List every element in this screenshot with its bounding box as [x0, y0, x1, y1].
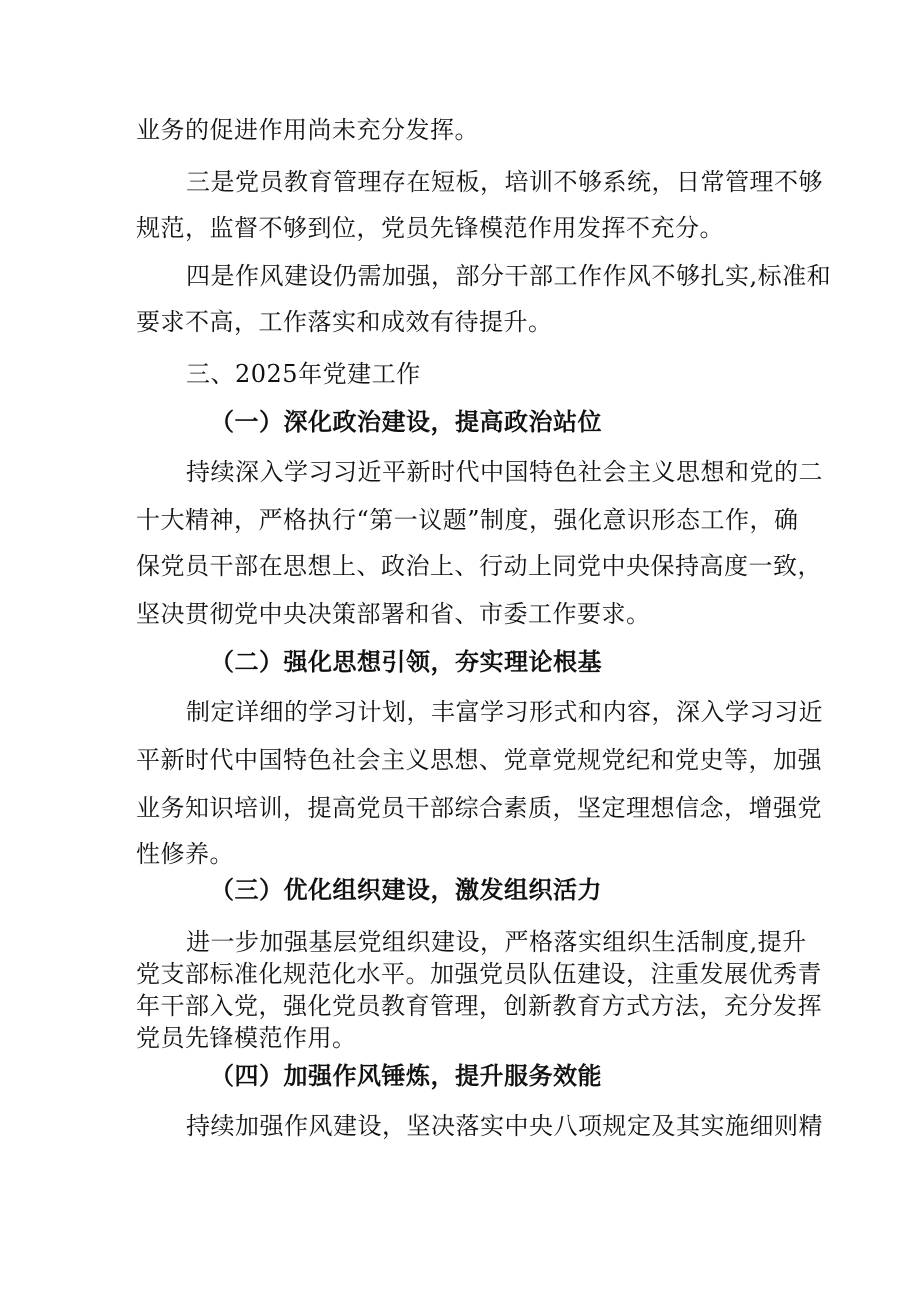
paragraph-line: 保党员干部在思想上、政治上、行动上同党中央保持高度一致，	[136, 552, 822, 580]
sub-heading-2: （二）强化思想引领，夯实理论根基	[210, 647, 602, 676]
paragraph-line: 十大精神，严格执行“第一议题”制度，强化意识形态工作，确	[136, 506, 799, 534]
paragraph-line: 平新时代中国特色社会主义思想、党章党规党纪和党史等，加强	[136, 746, 822, 774]
paragraph-line: 党支部标准化规范化水平。加强党员队伍建设，注重发展优秀青	[136, 960, 822, 988]
sub-heading-4: （四）加强作风锤炼，提升服务效能	[210, 1061, 602, 1090]
paragraph-line: 规范，监督不够到位，党员先锋模范作用发挥不充分。	[136, 214, 724, 242]
paragraph-line: 业务的促进作用尚未充分发挥。	[136, 116, 479, 144]
paragraph-line: 进一步加强基层党组织建设，严格落实组织生活制度,提升	[186, 928, 807, 956]
paragraph-line: 坚决贯彻党中央决策部署和省、市委工作要求。	[136, 600, 651, 628]
paragraph-line: 业务知识培训，提高党员干部综合素质，坚定理想信念，增强党	[136, 794, 822, 822]
paragraph-line: 制定详细的学习计划，丰富学习形式和内容，深入学习习近	[186, 698, 823, 726]
section-heading: 三、2025年党建工作	[186, 360, 421, 388]
paragraph-line: 四是作风建设仍需加强，部分干部工作作风不够扎实,标准和	[186, 262, 832, 290]
paragraph-line: 持续加强作风建设，坚决落实中央八项规定及其实施细则精	[186, 1112, 823, 1140]
paragraph-line: 三是党员教育管理存在短板，培训不够系统，日常管理不够	[186, 168, 823, 196]
sub-heading-3: （三）优化组织建设，激发组织活力	[210, 875, 602, 904]
paragraph-line: 要求不高，工作落实和成效有待提升。	[136, 308, 553, 336]
paragraph-line: 性修养。	[136, 840, 234, 868]
paragraph-line: 党员先锋模范作用。	[136, 1024, 357, 1052]
paragraph-line: 持续深入学习习近平新时代中国特色社会主义思想和党的二	[186, 458, 823, 486]
sub-heading-1: （一）深化政治建设，提高政治站位	[210, 407, 602, 436]
paragraph-line: 年干部入党，强化党员教育管理，创新教育方式方法，充分发挥	[136, 992, 822, 1020]
